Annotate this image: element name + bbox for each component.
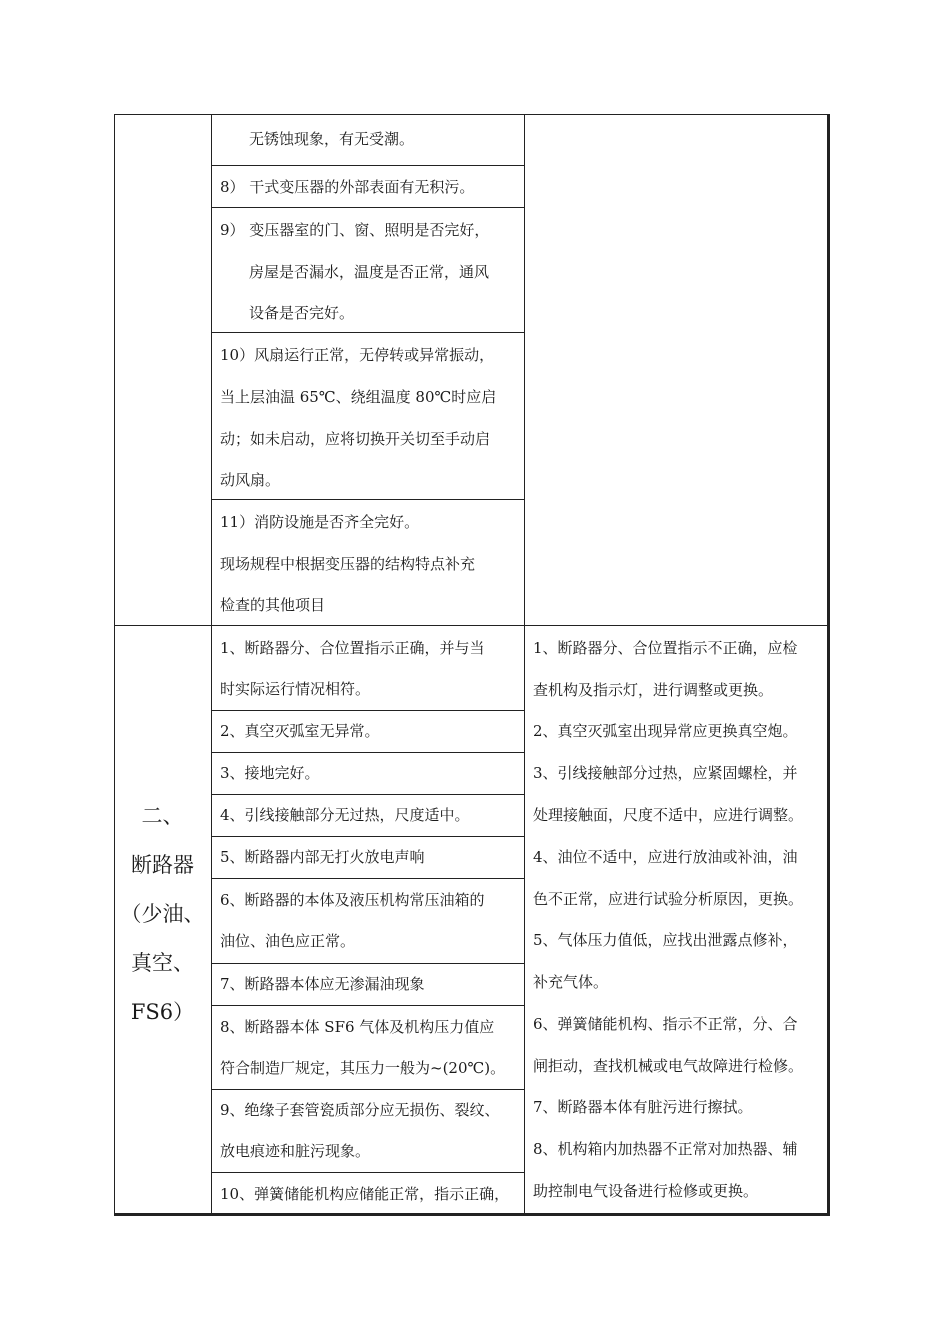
check-item-line: 11）消防设施是否齐全完好。 [220, 513, 420, 531]
handling-line: 闸拒动，查找机械或电气故障进行检修。 [533, 1057, 804, 1075]
handling-line: 3、引线接触部分过热，应紧固螺栓，并 [533, 764, 798, 782]
check-item-line: 放电痕迹和脏污现象。 [220, 1142, 371, 1160]
check-item-line: 符合制造厂规定，其压力一般为~(20℃)。 [220, 1059, 506, 1077]
column-divider-1 [211, 114, 212, 1216]
handling-line: 2、真空灭弧室出现异常应更换真空炮。 [533, 722, 798, 740]
handling-line: 4、油位不适中，应进行放油或补油，油 [533, 848, 798, 866]
check-item-line: 1、断路器分、合位置指示正确，并与当 [220, 639, 485, 657]
category-label-line: 二、 [141, 804, 184, 828]
category-label-line: （少油、 [120, 902, 205, 926]
check-item-line: 现场规程中根据变压器的结构特点补充 [220, 555, 476, 573]
handling-line: 处理接触面，尺度不适中，应进行调整。 [533, 806, 804, 824]
handling-line: 助控制电气设备进行检修或更换。 [533, 1182, 759, 1200]
check-item-line: 9） 变压器室的门、窗、照明是否完好， [220, 221, 490, 239]
check-item-line: 当上层油温 65℃、绕组温度 80℃时应启 [220, 388, 497, 406]
check-item-line: 设备是否完好。 [249, 304, 355, 322]
check-item-line: 4、引线接触部分无过热，尺度适中。 [220, 806, 470, 824]
check-item-line: 5、断路器内部无打火放电声响 [220, 848, 425, 866]
check-item-line: 房屋是否漏水，温度是否正常，通风 [249, 263, 490, 281]
check-item-line: 8、断路器本体 SF6 气体及机构压力值应 [220, 1018, 495, 1036]
check-item-line: 10）风扇运行正常，无停转或异常振动， [220, 346, 495, 364]
handling-line: 7、断路器本体有脏污进行擦拭。 [533, 1098, 753, 1116]
handling-line: 1、断路器分、合位置指示不正确，应检 [533, 639, 798, 657]
check-item-line: 6、断路器的本体及液压机构常压油箱的 [220, 891, 485, 909]
check-item-line: 时实际运行情况相符。 [220, 680, 371, 698]
handling-line: 色不正常，应进行试验分析原因，更换。 [533, 890, 804, 908]
check-item-line: 动；如未启动，应将切换开关切至手动启 [220, 430, 491, 448]
handling-line: 8、机构箱内加热器不正常对加热器、辅 [533, 1140, 798, 1158]
check-item-line: 油位、油色应正常。 [220, 932, 356, 950]
category-label-line: 断路器 [131, 853, 194, 877]
check-item-line: 无锈蚀现象，有无受潮。 [249, 130, 415, 148]
check-item-line: 7、断路器本体应无渗漏油现象 [220, 975, 425, 993]
category-label-line: FS6） [130, 1000, 195, 1024]
check-item-line: 动风扇。 [220, 471, 281, 489]
check-item-line: 检查的其他项目 [220, 596, 326, 614]
handling-line: 补充气体。 [533, 973, 609, 991]
category-label-line: 真空、 [131, 951, 194, 975]
check-item-line: 3、接地完好。 [220, 764, 320, 782]
handling-line: 6、弹簧储能机构、指示不正常，分、合 [533, 1015, 798, 1033]
handling-line: 5、气体压力值低，应找出泄露点修补， [533, 931, 798, 949]
column-divider-2 [524, 114, 525, 1216]
check-item-line: 9、绝缘子套管瓷质部分应无损伤、裂纹、 [220, 1101, 500, 1119]
check-item-line: 8） 干式变压器的外部表面有无积污。 [220, 178, 475, 196]
check-item-line: 10、弹簧储能机构应储能正常，指示正确， [220, 1185, 510, 1203]
check-item-line: 2、真空灭弧室无异常。 [220, 722, 380, 740]
handling-line: 查机构及指示灯，进行调整或更换。 [533, 681, 774, 699]
